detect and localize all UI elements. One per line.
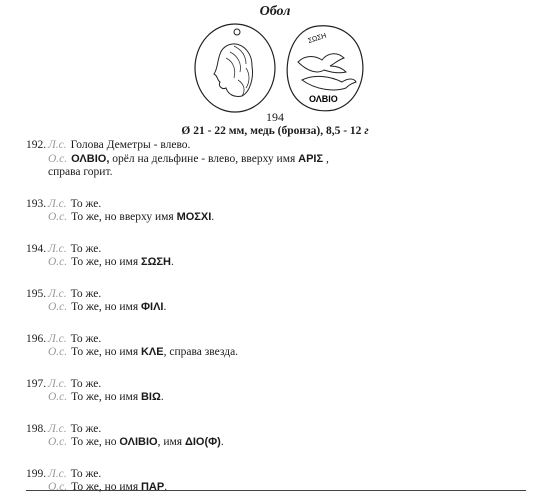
catalog-entry: [26, 198, 536, 225]
obverse-label: Л.с.: [48, 467, 67, 480]
reverse-text: То же, но имя: [71, 256, 141, 268]
reverse-text: То же, но имя: [71, 301, 141, 313]
reverse-text-post: .: [211, 211, 215, 223]
catalog-entry: [26, 423, 536, 450]
coin-catalog-number: 194: [266, 110, 284, 124]
reverse-label: О.с.: [48, 346, 68, 358]
entry-number: 194.: [26, 242, 47, 255]
coin-specification: [0, 125, 550, 137]
greek-name: ΚΛΕ: [140, 346, 164, 358]
reverse-continuation: справа горит.: [48, 166, 113, 178]
reverse-text: То же, но имя: [71, 346, 141, 358]
reverse-text: То же, но имя: [71, 481, 141, 493]
reverse-label: О.с.: [48, 211, 68, 223]
reverse-text: То же, но имя: [71, 391, 141, 403]
reverse-text-mid: , имя: [157, 436, 185, 448]
obverse-label: Л.с.: [48, 332, 67, 345]
obverse-label: Л.с.: [48, 242, 67, 255]
reverse-label: О.с.: [48, 256, 68, 268]
greek-name: ΜΟΣΧΙ: [176, 211, 212, 223]
reverse-label: О.с.: [48, 481, 68, 493]
obverse-description: Голова Деметры - влево.: [70, 139, 191, 151]
entry-number: 193.: [26, 197, 47, 210]
reverse-text-post: , справа звезда.: [163, 346, 239, 358]
reverse-label: О.с.: [48, 436, 68, 448]
reverse-text-mid: орёл на дельфине - влево, вверху имя: [109, 152, 299, 165]
coin-reverse-image: [287, 26, 363, 111]
catalog-entry: [26, 333, 536, 360]
reverse-text-post: .: [170, 256, 174, 268]
entry-number: 197.: [26, 377, 47, 390]
obverse-description: То же.: [70, 197, 102, 210]
obverse-label: Л.с.: [48, 197, 67, 210]
coin-spec-unit: г: [364, 125, 369, 137]
greek-name: ΒΙΩ: [140, 391, 161, 403]
greek-name: ΠΑΡ: [140, 481, 165, 493]
obverse-description: То же.: [70, 467, 102, 480]
obverse-description: То же.: [70, 287, 102, 300]
greek-name: ΑΡΙΣ: [298, 152, 324, 165]
obverse-description: То же.: [70, 422, 102, 435]
entry-number: 199.: [26, 467, 47, 480]
reverse-text-post: .: [163, 301, 167, 313]
catalog-entry: [26, 243, 536, 270]
catalog-entry: [26, 139, 536, 180]
catalog-entry: [26, 378, 536, 405]
page-bottom-rule: [26, 490, 526, 491]
entry-number: 192.: [26, 139, 47, 151]
catalog-entries: [26, 139, 536, 495]
greek-name: ΔΙΟ(Φ): [184, 436, 221, 448]
reverse-text: То же, но вверху имя: [71, 211, 177, 223]
coin-obverse-image: [195, 24, 275, 112]
reverse-text-post: .: [220, 436, 224, 448]
obverse-label: Л.с.: [48, 139, 67, 151]
obverse-label: Л.с.: [48, 422, 67, 435]
reverse-label: О.с.: [48, 391, 68, 403]
coin-reverse-legend-top: ΣΩΣΗ: [307, 32, 328, 46]
obverse-label: Л.с.: [48, 287, 67, 300]
reverse-text: То же, но: [71, 436, 120, 448]
reverse-text-post: .: [164, 481, 168, 493]
greek-legend: ΟΛΙΒΙΟ: [119, 436, 158, 448]
obverse-description: То же.: [70, 377, 102, 390]
reverse-text-post: ,: [323, 152, 329, 165]
entry-number: 198.: [26, 422, 47, 435]
reverse-text-post: .: [160, 391, 164, 403]
coin-illustration: [190, 22, 370, 114]
entry-number: 196.: [26, 332, 47, 345]
catalog-entry: [26, 288, 536, 315]
entry-number: 195.: [26, 287, 47, 300]
greek-name: ΣΩΣΗ: [140, 256, 171, 268]
obverse-description: То же.: [70, 332, 102, 345]
greek-legend: ΟΛΒΙΟ,: [71, 152, 110, 165]
reverse-label: О.с.: [48, 301, 68, 313]
page-title: Обол: [259, 4, 291, 19]
obverse-label: Л.с.: [48, 377, 67, 390]
reverse-label: О.с.: [48, 152, 68, 165]
obverse-description: То же.: [70, 242, 102, 255]
greek-name: ΦΙΛΙ: [140, 301, 164, 313]
coin-spec-main: Ø 21 - 22 мм, медь (бронза), 8,5 - 12: [181, 125, 365, 137]
coin-reverse-legend-bottom: ΟΛΒΙΟ: [309, 94, 338, 104]
